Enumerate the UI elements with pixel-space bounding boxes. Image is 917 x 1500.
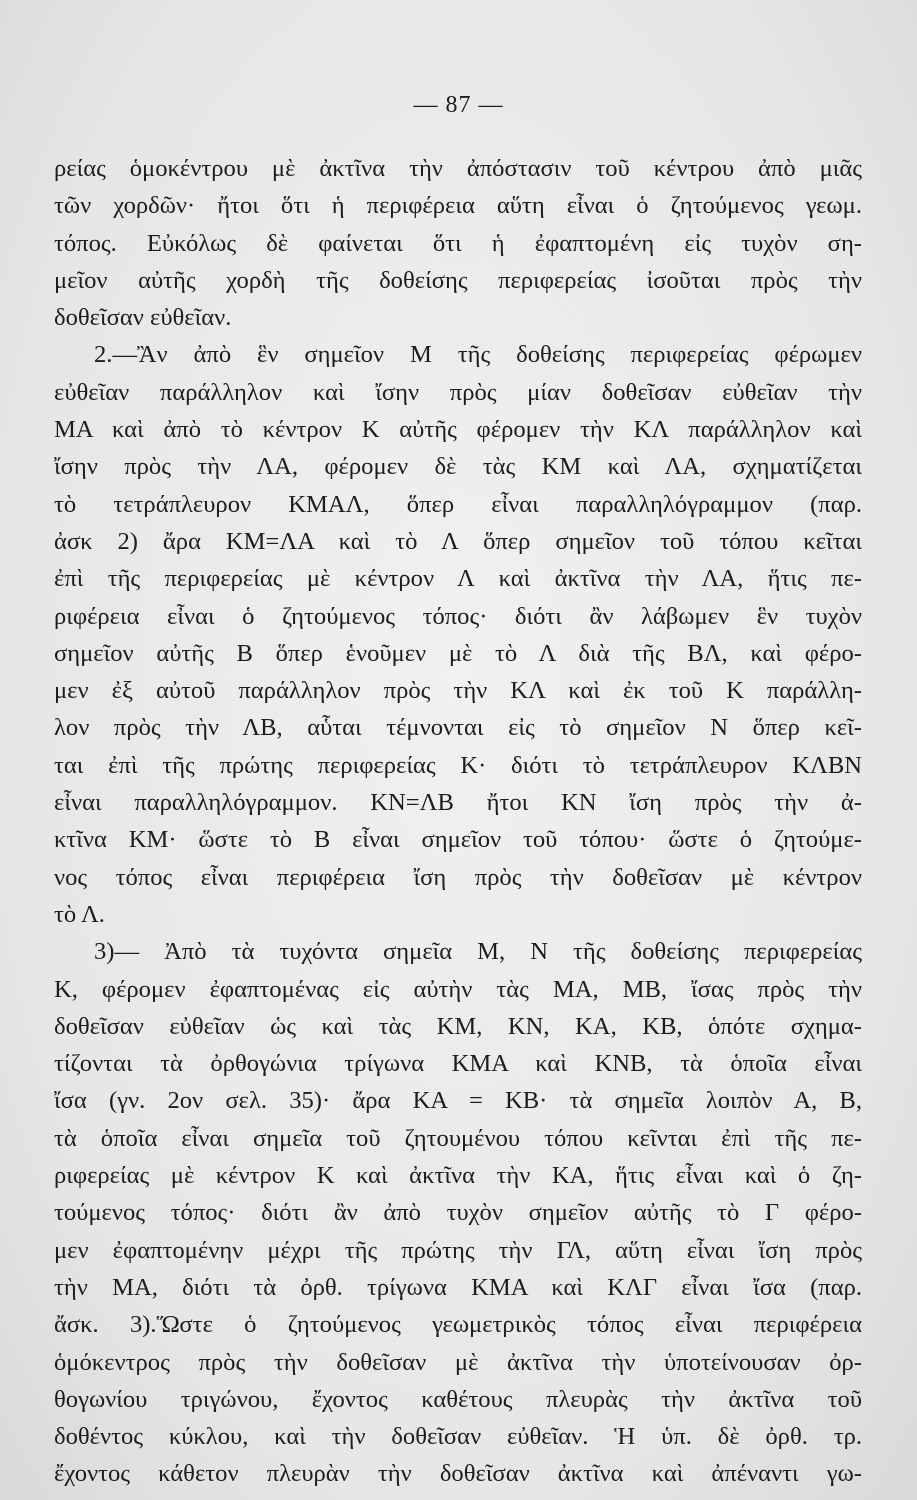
text-line: μεν ἐξ αὐτοῦ παράλληλον πρὸς τὴν ΚΛ καὶ ἐκ τοῦ Κ παράλλη- (54, 677, 862, 705)
text-line: εἶναι παραλληλόγραμμον. ΚΝ=ΛΒ ἤτοι ΚΝ ἴση πρὸς τὴν ἀ- (54, 789, 862, 817)
text-line: τούμενος τόπος· διότι ἂν ἀπὸ τυχὸν σημεῖον αὐτῆς τὸ Γ φέρο- (54, 1199, 862, 1227)
text-line: κτῖνα ΚΜ· ὥστε τὸ Β εἶναι σημεῖον τοῦ τόπου· ὥστε ὁ ζητούμε- (54, 826, 862, 854)
text-line: ἔχοντος κάθετον πλευρὰν τὴν δοθεῖσαν ἀκτῖνα καὶ ἀπέναντι γω- (54, 1460, 862, 1488)
text-line: σημεῖον αὐτῆς Β ὅπερ ἑνοῦμεν μὲ τὸ Λ διὰ τῆς ΒΛ, καὶ φέρο- (54, 639, 862, 667)
text-line: ται ἐπὶ τῆς πρώτης περιφερείας Κ· διότι τὸ τετράπλευρον ΚΛΒΝ (54, 751, 862, 779)
text-line: εὐθεῖαν παράλληλον καὶ ἴσην πρὸς μίαν δοθεῖσαν εὐθεῖαν τὴν (54, 378, 862, 406)
text-line: τὴν ΜΑ, διότι τὰ ὀρθ. τρίγωνα ΚΜΑ καὶ ΚΛΓ εἶναι ἴσα (παρ. (54, 1273, 862, 1301)
text-line: Κ, φέρομεν ἐφαπτομένας εἰς αὐτὴν τὰς ΜΑ, ΜΒ, ἴσας πρὸς τὴν (54, 975, 862, 1003)
text-line: τὸ Λ. (54, 900, 105, 928)
text-line: μεν ἐφαπτομένην μέχρι τῆς πρώτης τὴν ΓΛ, αὕτη εἶναι ἴση πρὸς (54, 1236, 862, 1264)
text-line: ὁμόκεντρος πρὸς τὴν δοθεῖσαν μὲ ἀκτῖνα τὴν ὑποτείνουσαν ὀρ- (54, 1348, 862, 1376)
text-line: λον πρὸς τὴν ΛΒ, αὗται τέμνονται εἰς τὸ σημεῖον Ν ὅπερ κεῖ- (54, 714, 862, 742)
text-line: θογωνίου τριγώνου, ἔχοντος καθέτους πλευρὰς τὴν ἀκτῖνα τοῦ (54, 1385, 862, 1413)
text-line: ρείας ὁμοκέντρου μὲ ἀκτῖνα τὴν ἀπόστασιν τοῦ κέντρου ἀπὸ μιᾶς (54, 155, 862, 182)
text-line: ἀσκ 2) ἄρα ΚΜ=ΛΑ καὶ τὸ Λ ὅπερ σημεῖον τοῦ τόπου κεῖται (54, 527, 862, 555)
text-line: 3)— Ἀπὸ τὰ τυχόντα σημεῖα Μ, Ν τῆς δοθείσης περιφερείας (94, 938, 862, 966)
text-line: τὰ ὁποῖα εἶναι σημεῖα τοῦ ζητουμένου τόπου κεῖνται ἐπὶ τῆς πε- (54, 1124, 862, 1152)
page-text (54, 150, 862, 1493)
text-line: δοθεῖσαν εὐθεῖαν ὡς καὶ τὰς ΚΜ, ΚΝ, ΚΑ, ΚΒ, ὁπότε σχημα- (54, 1012, 862, 1040)
text-line: νος τόπος εἶναι περιφέρεια ἴση πρὸς τὴν δοθεῖσαν μὲ κέντρον (54, 863, 862, 891)
text-line: ἴσα (γν. 2ον σελ. 35)· ἄρα ΚΑ = ΚΒ· τὰ σημεῖα λοιπὸν Α, Β, (54, 1087, 862, 1115)
text-line: μεῖον αὐτῆς χορδὴ τῆς δοθείσης περιφερείας ἰσοῦται πρὸς τὴν (54, 266, 862, 294)
text-line: ἄσκ. 3).Ὥστε ὁ ζητούμενος γεωμετρικὸς τόπος εἶναι περιφέρεια (54, 1311, 862, 1339)
text-line: δοθέντος κύκλου, καὶ τὴν δοθεῖσαν εὐθεῖαν. Ἡ ὑπ. δὲ ὀρθ. τρ. (54, 1423, 862, 1451)
text-line: τῶν χορδῶν· ἤτοι ὅτι ἡ περιφέρεια αὕτη εἶναι ὁ ζητούμενος γεωμ. (54, 192, 862, 220)
text-line: τίζονται τὰ ὀρθογώνια τρίγωνα ΚΜΑ καὶ ΚΝΒ, τὰ ὁποῖα εἶναι (54, 1050, 862, 1078)
text-line: ἴσην πρὸς τὴν ΛΑ, φέρομεν δὲ τὰς ΚΜ καὶ ΛΑ, σχηματίζεται (54, 453, 862, 481)
text-line: ριφερείας μὲ κέντρον Κ καὶ ἀκτῖνα τὴν ΚΑ, ἥτις εἶναι καὶ ὁ ζη- (54, 1162, 862, 1190)
text-line: δοθεῖσαν εὐθεῖαν. (54, 304, 232, 332)
text-line: τόπος. Εὐκόλως δὲ φαίνεται ὅτι ἡ ἐφαπτομένη εἰς τυχὸν ση- (54, 229, 862, 257)
text-line: ἐπὶ τῆς περιφερείας μὲ κέντρον Λ καὶ ἀκτῖνα τὴν ΛΑ, ἥτις πε- (54, 565, 862, 593)
page-number: — 87 — (413, 92, 504, 118)
text-line: ΜΑ καὶ ἀπὸ τὸ κέντρον Κ αὐτῆς φέρομεν τὴν ΚΛ παράλληλον καὶ (54, 416, 862, 444)
text-line: ριφέρεια εἶναι ὁ ζητούμενος τόπος· διότι ἂν λάβωμεν ἓν τυχὸν (54, 602, 862, 630)
text-line: 2.—Ἂν ἀπὸ ἓν σημεῖον Μ τῆς δοθείσης περιφερείας φέρωμεν (94, 341, 862, 369)
text-line: τὸ τετράπλευρον ΚΜΑΛ, ὅπερ εἶναι παραλληλόγραμμον (παρ. (54, 490, 862, 518)
